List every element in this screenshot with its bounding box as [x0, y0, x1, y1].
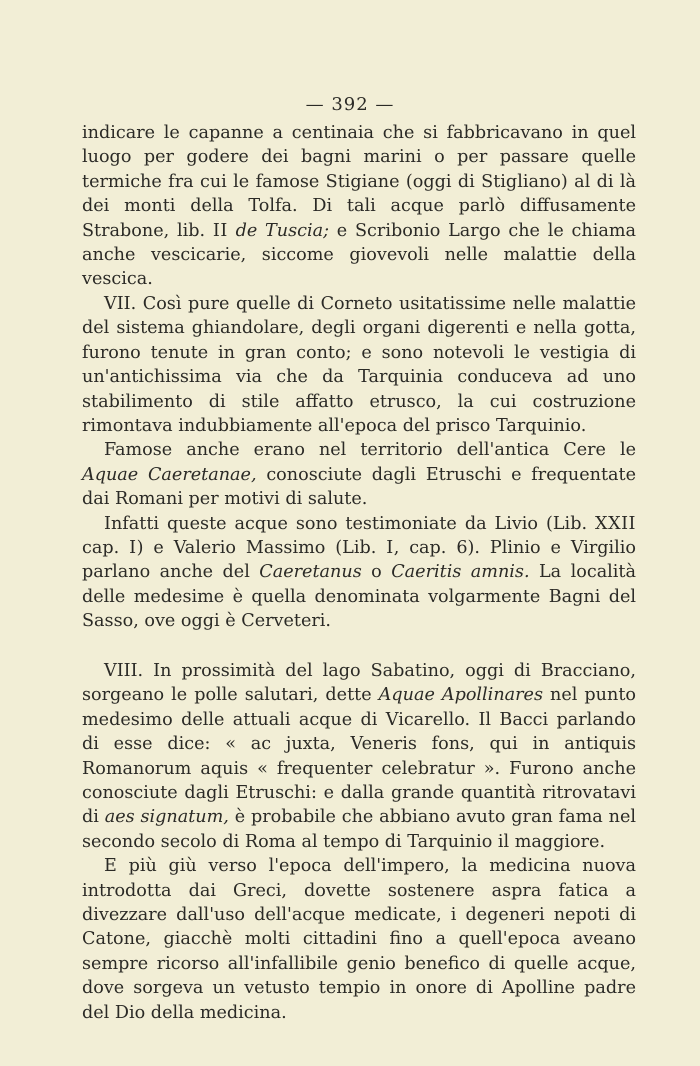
text-run: e Scribonio Largo che le chiama anche vescicarie, siccome giovevoli nelle malattie della vescica.	[82, 220, 636, 290]
paragraph	[82, 659, 636, 854]
roman-numeral: XXII	[595, 513, 636, 534]
text-run: nel punto medesimo delle attuali acque di Vicarello. Il Bacci parlando di esse dice: « ac juxta, Veneris fons, qui in antiquis Romanorum aquis « frequenter celebratur ». Furono anche conosciute dagli Etruschi: e dalla grande quantità ritrovatavi di	[82, 685, 636, 828]
paragraph: VII. Così pure quelle di Corneto usitatissime nelle malattie del sistema ghiandolare, degli organi digerenti e nella gotta, furono tenute in gran conto; e sono notevoli le vestigia di un'antichissima via che da Tarquinia conduceva ad uno stabilimento di stile affatto etrusco, la cui costruzione rimontava indubbiamente all'epoca del prisco Tarquinio.	[82, 294, 636, 437]
paragraph: E più giù verso l'epoca dell'impero, la medicina nuova introdotta dai Greci, dovette sostenere aspra fatica a divezzare dall'uso dell'acque medicate, i degeneri nepoti di Catone, giacchè molti cittadini fino a quell'epoca aveano sempre ricorso all'infallibile genio benefico di quelle acque, dove sorgeva un vetusto tempio in onore di Apolline padre del Dio della medicina.	[82, 856, 636, 1023]
section-viii	[82, 659, 636, 1025]
text-run: VIII. In prossimità del lago Sabatino, oggi di Bracciano, sorgeano le polle salutari, dette	[82, 661, 636, 706]
text-run: è probabile che abbiano avuto gran fama nel secondo secolo di Roma al tempo di Tarquinio il maggiore.	[82, 807, 636, 852]
italic-term: Aquae Caeretanae,	[82, 464, 257, 485]
page-number: — 392 —	[305, 94, 395, 115]
italic-term: Aquae Apollinares	[378, 685, 543, 706]
text-run: conosciute dagli Etruschi e frequentate dai Romani per motivi di salute.	[82, 464, 636, 510]
italic-term: aes signatum,	[104, 807, 229, 828]
roman-numeral: II	[212, 220, 228, 241]
italic-title: de Tuscia;	[235, 220, 330, 241]
text-run: Infatti queste acque sono testimoniate da Livio (Lib.	[104, 513, 596, 534]
roman-numeral: I	[129, 538, 137, 559]
text-run: o	[361, 562, 392, 583]
paragraph	[82, 512, 636, 634]
paragraph	[82, 438, 636, 511]
italic-term: Caeritis amnis.	[391, 562, 530, 583]
text-run: ) e Valerio Massimo (Lib.	[136, 538, 387, 559]
text-run: , cap. 6). Plinio e Virgilio parlano anche del	[82, 538, 636, 583]
text-block-continuation	[82, 121, 636, 292]
text-run	[228, 221, 236, 241]
text-run: La località delle medesime è quella denominata volgarmente Bagni del Sasso, ove oggi è Cerveteri.	[82, 562, 636, 632]
section-vii	[82, 292, 636, 634]
text-run: indicare le capanne a centinaia che si fabbricavano in quel luogo per godere dei bagni marini o per passare quelle termiche fra cui le famose Stigiane (oggi di Stigliano) al di là dei monti della Tolfa. Di tali acque parlò diffusamente Strabone, lib.	[82, 123, 636, 241]
paragraph	[82, 121, 636, 292]
italic-term: Caeretanus	[259, 562, 362, 583]
text-run: Famose anche erano nel territorio dell'antica Cere le	[104, 440, 636, 461]
text-run: cap.	[82, 538, 130, 559]
roman-numeral: I	[386, 538, 394, 559]
